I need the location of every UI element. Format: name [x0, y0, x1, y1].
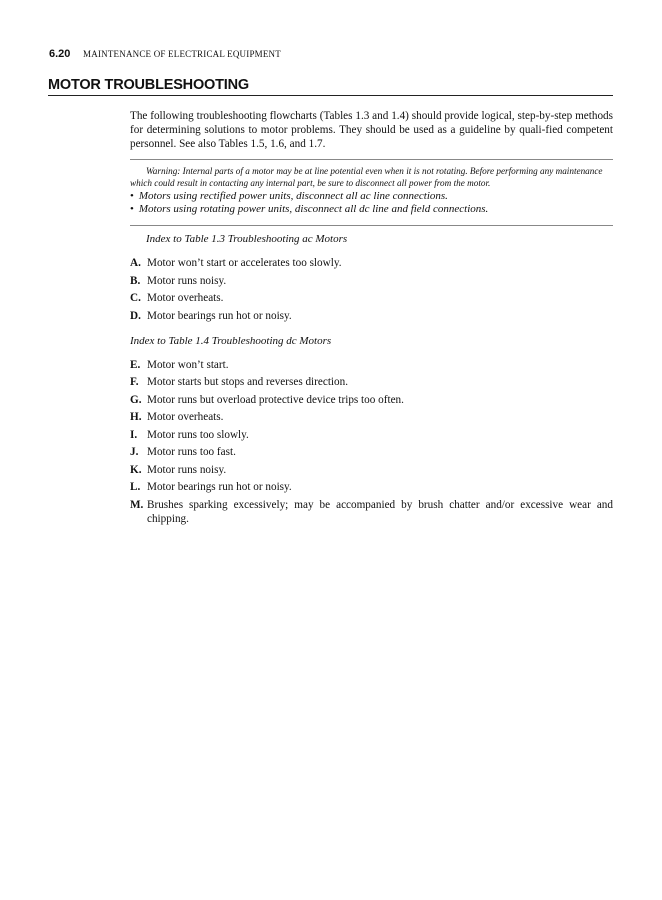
item-key: D. [130, 309, 141, 322]
section-title: MOTOR TROUBLESHOOTING [48, 77, 249, 93]
item-text: Motor runs but overload protective device trips too often. [147, 393, 404, 406]
page-header [49, 48, 281, 60]
item-text: Motor runs too fast. [147, 446, 236, 458]
item-key: J. [130, 446, 139, 458]
item-key: B. [130, 274, 141, 287]
item-text: Motor runs too slowly. [147, 428, 249, 441]
item-key: C. [130, 292, 141, 304]
item-key: F. [130, 376, 139, 388]
item-text: Motor starts but stops and reverses direction. [147, 376, 349, 388]
item-key: H. [130, 411, 142, 423]
item-text: Motor won’t start or accelerates too slowly. [147, 257, 342, 269]
item-text: Motor bearings run hot or noisy. [147, 481, 292, 493]
list-item [130, 498, 613, 526]
item-text: Motor overheats. [147, 411, 224, 423]
warning-bullets [130, 190, 613, 216]
list-item [130, 309, 613, 323]
item-text: Motor runs noisy. [147, 463, 227, 476]
item-key: K. [130, 463, 142, 476]
item-key: M. [130, 498, 144, 511]
warning-text: Warning: Internal parts of a motor may be at line potential even when it is not rotating. Before performing any maintenance which could result in contacting any internal part, be sure to disconnect all power from the motor. [130, 166, 603, 188]
list-item [130, 375, 613, 389]
page-number: 6.20 [49, 48, 71, 60]
item-text: Motor runs noisy. [147, 274, 227, 287]
item-text: Motor overheats. [147, 292, 224, 304]
item-key: A. [130, 257, 141, 269]
list-item [130, 410, 613, 424]
item-text: Brushes sparking excessively; may be accompanied by brush chatter and/or excessive wear and chipping. [147, 498, 613, 525]
warning-top-rule [130, 159, 613, 160]
title-rule [48, 95, 613, 96]
warning-bullet: • Motors using rotating power units, disconnect all dc line and field connections. [130, 203, 613, 216]
item-key: I. [130, 428, 138, 441]
list-item [130, 445, 613, 459]
list-item [130, 274, 613, 288]
warning-bottom-rule [130, 225, 613, 226]
dc-index-heading: Index to Table 1.4 Troubleshooting dc Motors [130, 334, 332, 347]
list-item [130, 256, 613, 270]
content-body [130, 109, 613, 529]
item-key: L. [130, 481, 141, 493]
ac-index-list [130, 256, 613, 323]
warning-bullet: • Motors using rectified power units, disconnect all ac line connections. [130, 190, 613, 203]
list-item [130, 358, 613, 372]
list-item [130, 393, 613, 407]
ac-index-heading: Index to Table 1.3 Troubleshooting ac Motors [146, 233, 348, 245]
item-key: G. [130, 393, 142, 406]
running-head: MAINTENANCE OF ELECTRICAL EQUIPMENT [83, 49, 281, 59]
intro-paragraph: The following troubleshooting flowcharts (Tables 1.3 and 1.4) should provide logical, step-by-step methods for determining solutions to motor problems. They should be used as a guideline by quali-fied competent personnel. See also Tables 1.5, 1.6, and 1.7. [130, 110, 613, 150]
item-text: Motor bearings run hot or noisy. [147, 309, 292, 322]
dc-index-list [130, 358, 613, 526]
list-item [130, 463, 613, 477]
list-item [130, 291, 613, 305]
item-text: Motor won’t start. [147, 358, 229, 371]
list-item [130, 480, 613, 494]
item-key: E. [130, 358, 141, 371]
list-item [130, 428, 613, 442]
